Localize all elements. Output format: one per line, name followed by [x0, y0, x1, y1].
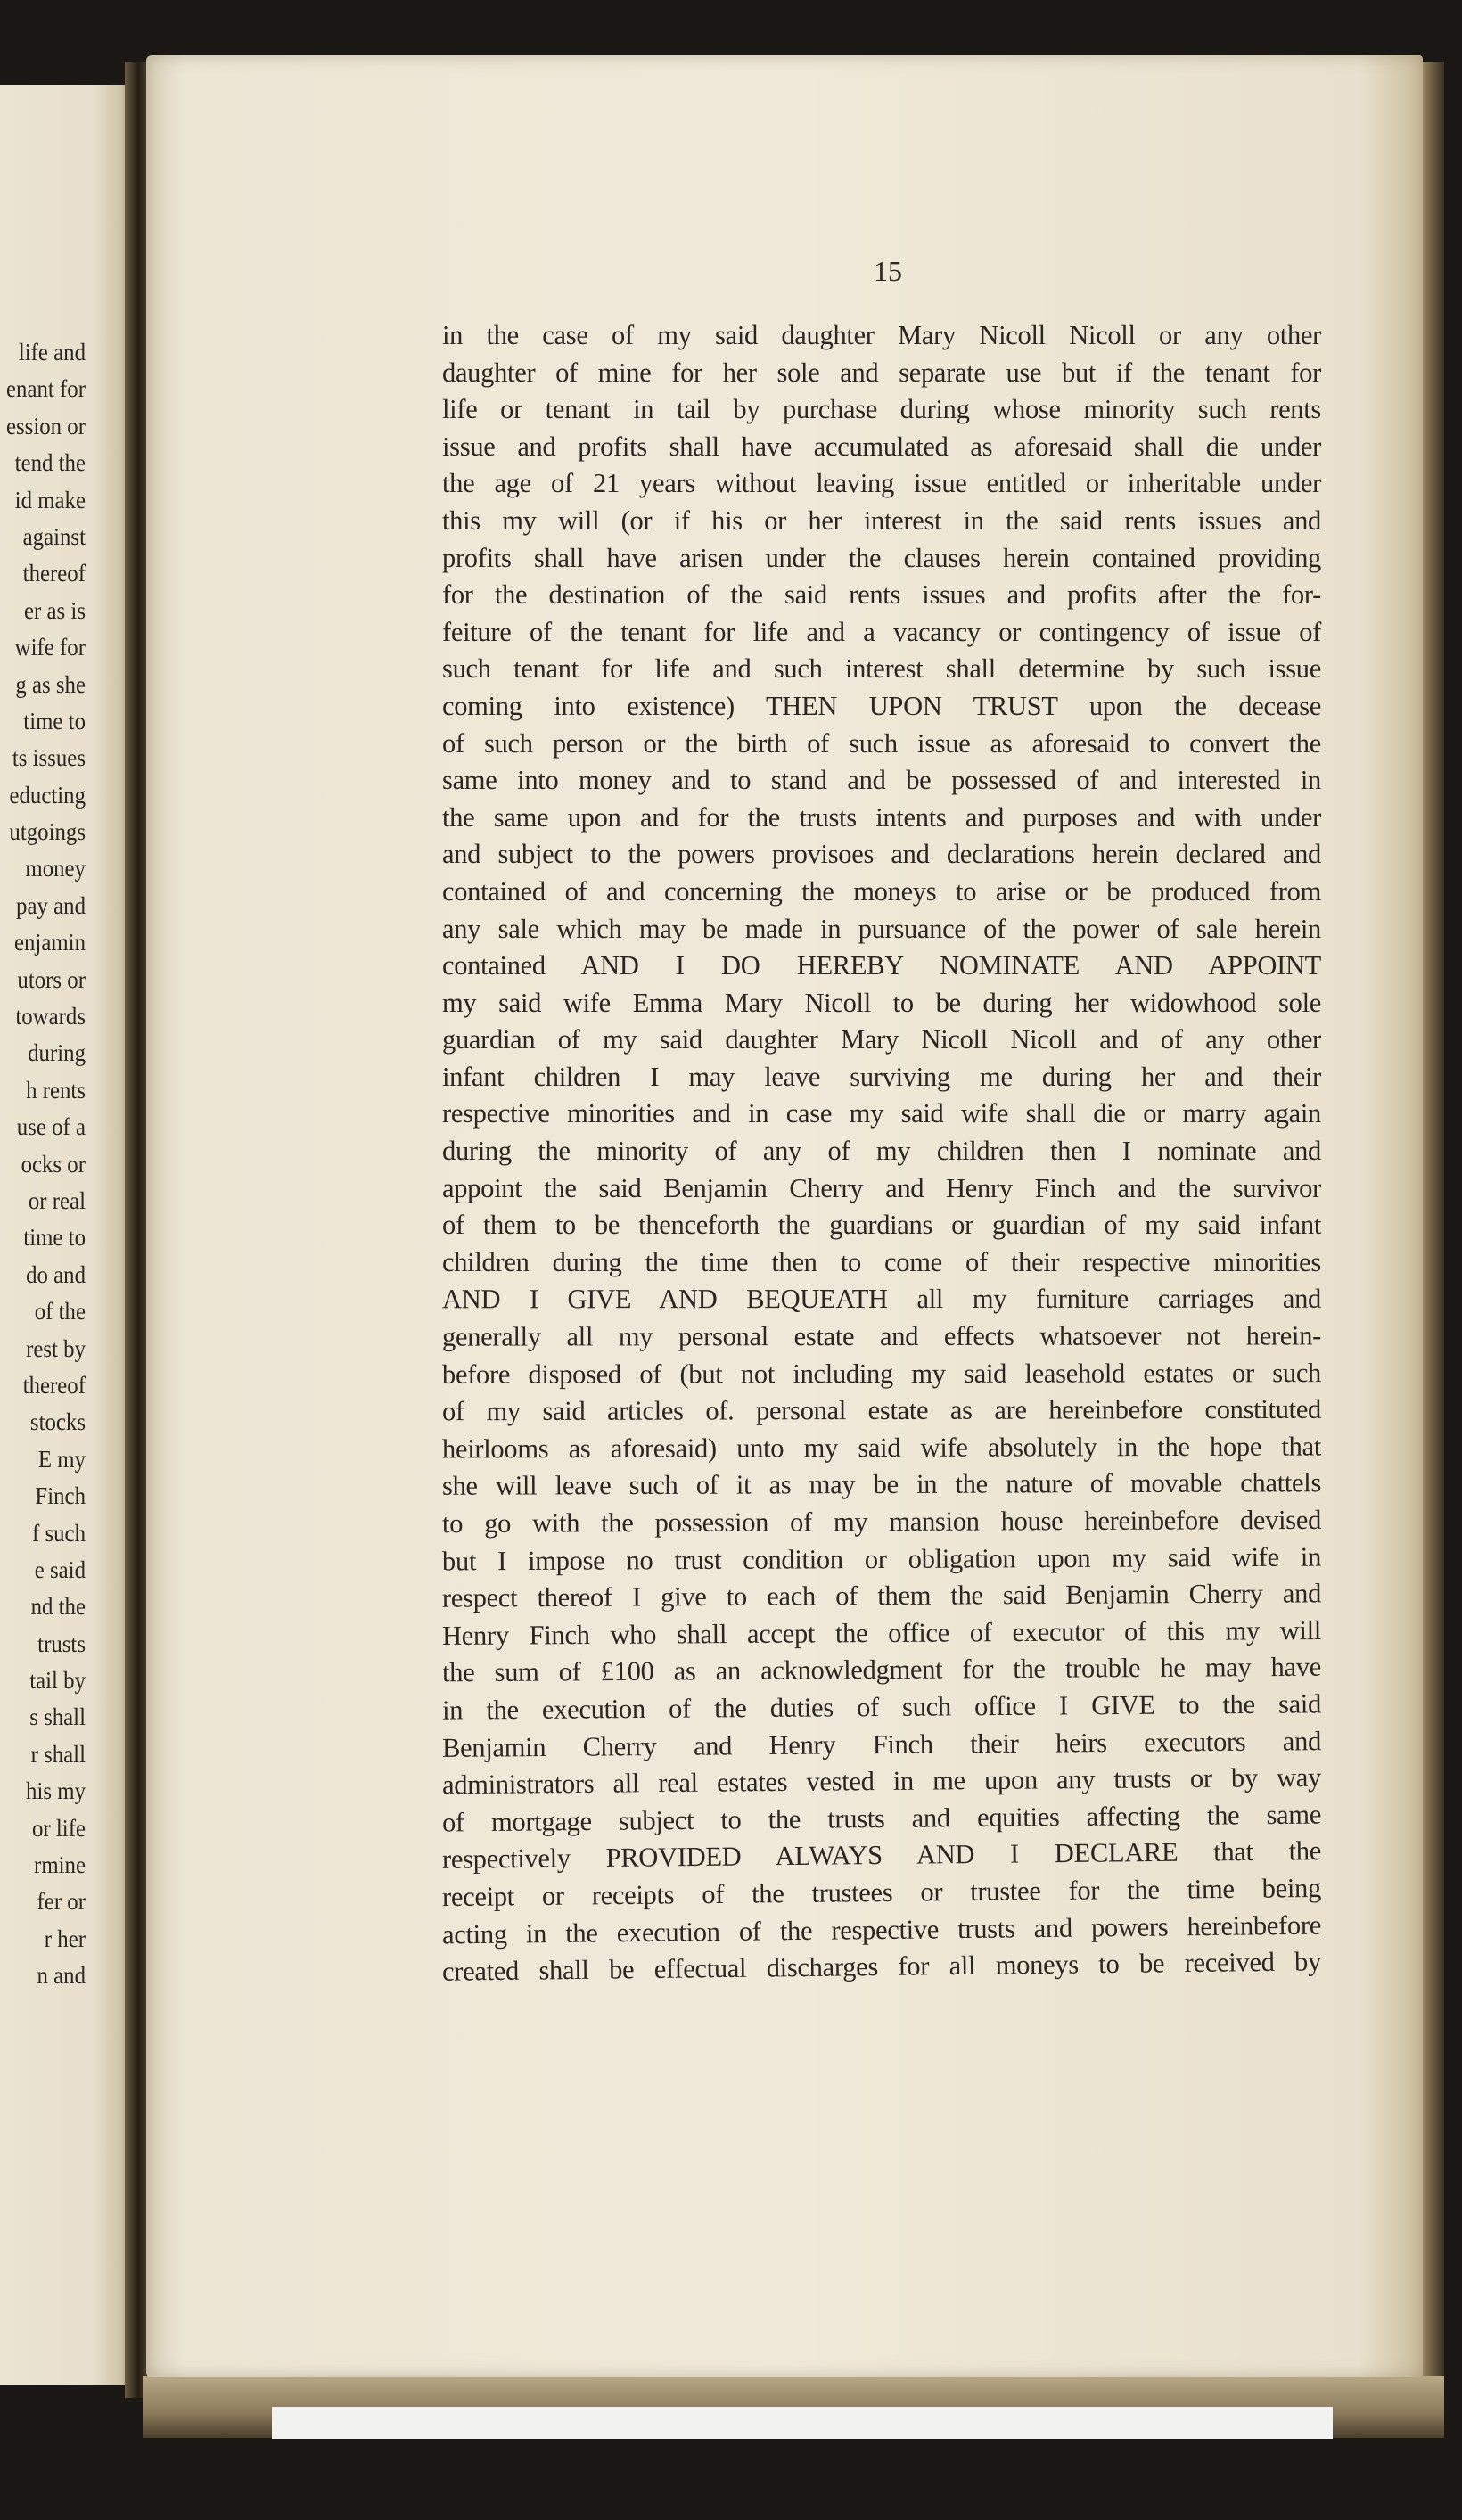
- text-line: created shall be effectual discharges for all moneys to be received by: [441, 1946, 1322, 1987]
- left-page-line: thereof: [22, 560, 86, 587]
- left-page-line: thereof: [22, 1371, 86, 1399]
- text-line: the age of 21 years without leaving issue entitled or inheritable under: [442, 468, 1321, 499]
- text-line: contained of and concerning the moneys to arise or be produced from: [442, 875, 1321, 907]
- text-line: daughter of mine for her sole and separate use but if the tenant for: [442, 357, 1321, 388]
- text-line: of mortgage subject to the trusts and equities affecting the same: [441, 1799, 1322, 1838]
- left-page-line: tail by: [29, 1667, 86, 1695]
- left-page-line: er as is: [24, 596, 86, 624]
- text-line: administrators all real estates vested in me upon any trusts or by way: [441, 1761, 1322, 1801]
- left-page-line: ession or: [5, 412, 86, 439]
- left-page-line: life and: [18, 339, 86, 365]
- left-page-line: towards: [15, 1003, 86, 1030]
- left-page-line: of the: [34, 1298, 86, 1326]
- text-line: profits shall have arisen under the clauses herein contained providing: [442, 542, 1321, 573]
- left-page-line: or real: [28, 1186, 86, 1214]
- left-page-line: time to: [23, 707, 86, 735]
- text-line: Benjamin Cherry and Henry Finch their heirs executors and: [441, 1725, 1322, 1763]
- text-line: of such person or the birth of such issue as aforesaid to convert the: [442, 727, 1321, 759]
- text-line: respect thereof I give to each of them the said Benjamin Cherry and: [441, 1578, 1322, 1613]
- left-page-line: ts issues: [12, 744, 86, 772]
- left-page-line: utors or: [17, 965, 86, 993]
- text-line: this my will (or if his or her interest in the said rents issues and: [442, 505, 1321, 536]
- text-line: guardian of my said daughter Mary Nicoll Nicoll and of any other: [442, 1024, 1321, 1055]
- left-page-line: against: [22, 522, 86, 550]
- left-page-line: trusts: [37, 1629, 86, 1657]
- left-page-line: or life: [31, 1814, 86, 1842]
- left-page-line: money: [25, 855, 86, 882]
- text-line: acting in the execution of the respective trusts and powers hereinbefore: [441, 1909, 1322, 1950]
- left-page-line: r shall: [30, 1740, 86, 1768]
- text-line: appoint the said Benjamin Cherry and Henry Finch and the survivor: [442, 1172, 1321, 1203]
- text-line: feiture of the tenant for life and a vacancy or contingency of issue of: [442, 616, 1321, 647]
- left-page-line: rmine: [34, 1851, 86, 1879]
- text-line: during the minority of any of my children then I nominate and: [442, 1136, 1321, 1167]
- text-line: Henry Finch who shall accept the office of executor of this my will: [441, 1614, 1322, 1651]
- left-page-line: id make: [14, 486, 86, 513]
- text-line: issue and profits shall have accumulated as aforesaid shall die under: [442, 431, 1321, 462]
- text-line: to go with the possession of my mansion house hereinbefore devised: [441, 1504, 1322, 1539]
- text-line: my said wife Emma Mary Nicoll to be during her widowhood sole: [442, 987, 1321, 1018]
- text-line: of them to be thenceforth the guardians or guardian of my said infant: [442, 1210, 1321, 1241]
- paper-strip: [272, 2407, 1333, 2439]
- left-page-line: educting: [9, 781, 86, 809]
- left-page-line: during: [28, 1039, 86, 1067]
- left-page-line: f such: [31, 1519, 86, 1547]
- text-line: contained AND I DO HEREBY NOMINATE AND APPOINT: [442, 950, 1321, 981]
- text-line: receipt or receipts of the trustees or trustee for the time being: [441, 1872, 1322, 1913]
- page-number: 15: [874, 255, 902, 287]
- left-page-line: Finch: [35, 1482, 86, 1510]
- text-line: same into money and to stand and be possessed of and interested in: [442, 765, 1321, 796]
- left-page-line: r her: [44, 1925, 86, 1952]
- text-line: infant children I may leave surviving me during her and their: [442, 1061, 1321, 1092]
- text-line: in the case of my said daughter Mary Nicoll Nicoll or any other: [442, 320, 1321, 350]
- text-line: respective minorities and in case my said wife shall die or marry again: [442, 1098, 1321, 1129]
- text-line: but I impose no trust condition or obligation upon my said wife in: [441, 1541, 1322, 1577]
- left-page-line: do and: [26, 1260, 86, 1288]
- text-line: in the execution of the duties of such office I GIVE to the said: [441, 1688, 1322, 1726]
- text-line: for the destination of the said rents issues and profits after the for-: [442, 579, 1321, 611]
- text-line: she will leave such of it as may be in the nature of movable chattels: [441, 1467, 1322, 1502]
- text-line: before disposed of (but not including my said leasehold estates or such: [441, 1357, 1322, 1390]
- text-line: children during the time then to come of their respective minorities: [442, 1246, 1321, 1277]
- text-line: the same upon and for the trusts intents and purposes and with under: [442, 801, 1321, 833]
- left-page-line: use of a: [16, 1113, 86, 1141]
- left-page-line: rest by: [26, 1334, 86, 1362]
- text-line: coming into existence) THEN UPON TRUST upon the decease: [442, 690, 1321, 721]
- text-line: and subject to the powers provisoes and declarations herein declared and: [442, 839, 1321, 870]
- left-page-line: his my: [26, 1777, 86, 1805]
- text-line: heirlooms as aforesaid) unto my said wife absolutely in the hope that: [441, 1431, 1322, 1465]
- text-line: life or tenant in tail by purchase during whose minority such rents: [442, 394, 1321, 425]
- left-page-line: pay and: [16, 891, 86, 919]
- text-line: generally all my personal estate and effects whatsoever not herein-: [441, 1320, 1322, 1352]
- left-page-line: tend the: [14, 449, 86, 477]
- left-page-line: e said: [34, 1556, 86, 1583]
- text-line: such tenant for life and such interest shall determine by such issue: [442, 653, 1321, 685]
- left-page-line: enant for: [6, 375, 86, 403]
- text-line: of my said articles of. personal estate as are hereinbefore constituted: [441, 1394, 1322, 1427]
- left-page-line: time to: [23, 1224, 86, 1252]
- left-page-line: enjamin: [13, 929, 86, 956]
- left-page-line: utgoings: [9, 818, 86, 846]
- text-line: any sale which may be made in pursuance of the power of sale herein: [442, 913, 1321, 944]
- left-page-line: h rents: [26, 1076, 86, 1104]
- left-page-fragment: [0, 85, 132, 2385]
- text-line: AND I GIVE AND BEQUEATH all my furniture carriages and: [441, 1284, 1322, 1315]
- body-text: [442, 317, 1321, 1986]
- left-page-line: E my: [37, 1445, 86, 1473]
- left-page-line: s shall: [29, 1703, 86, 1731]
- left-page-text: [0, 334, 86, 1995]
- left-page-line: nd the: [30, 1593, 86, 1621]
- text-line: the sum of £100 as an acknowledgment for the trouble he may have: [441, 1652, 1322, 1688]
- text-line: respectively PROVIDED ALWAYS AND I DECLARE that the: [441, 1835, 1322, 1876]
- left-page-line: ocks or: [21, 1150, 86, 1178]
- left-page-line: fer or: [37, 1888, 86, 1916]
- left-page-line: stocks: [29, 1408, 86, 1436]
- left-page-line: wife for: [14, 634, 86, 661]
- left-page-line: n and: [37, 1962, 86, 1990]
- left-page-line: g as she: [15, 670, 86, 698]
